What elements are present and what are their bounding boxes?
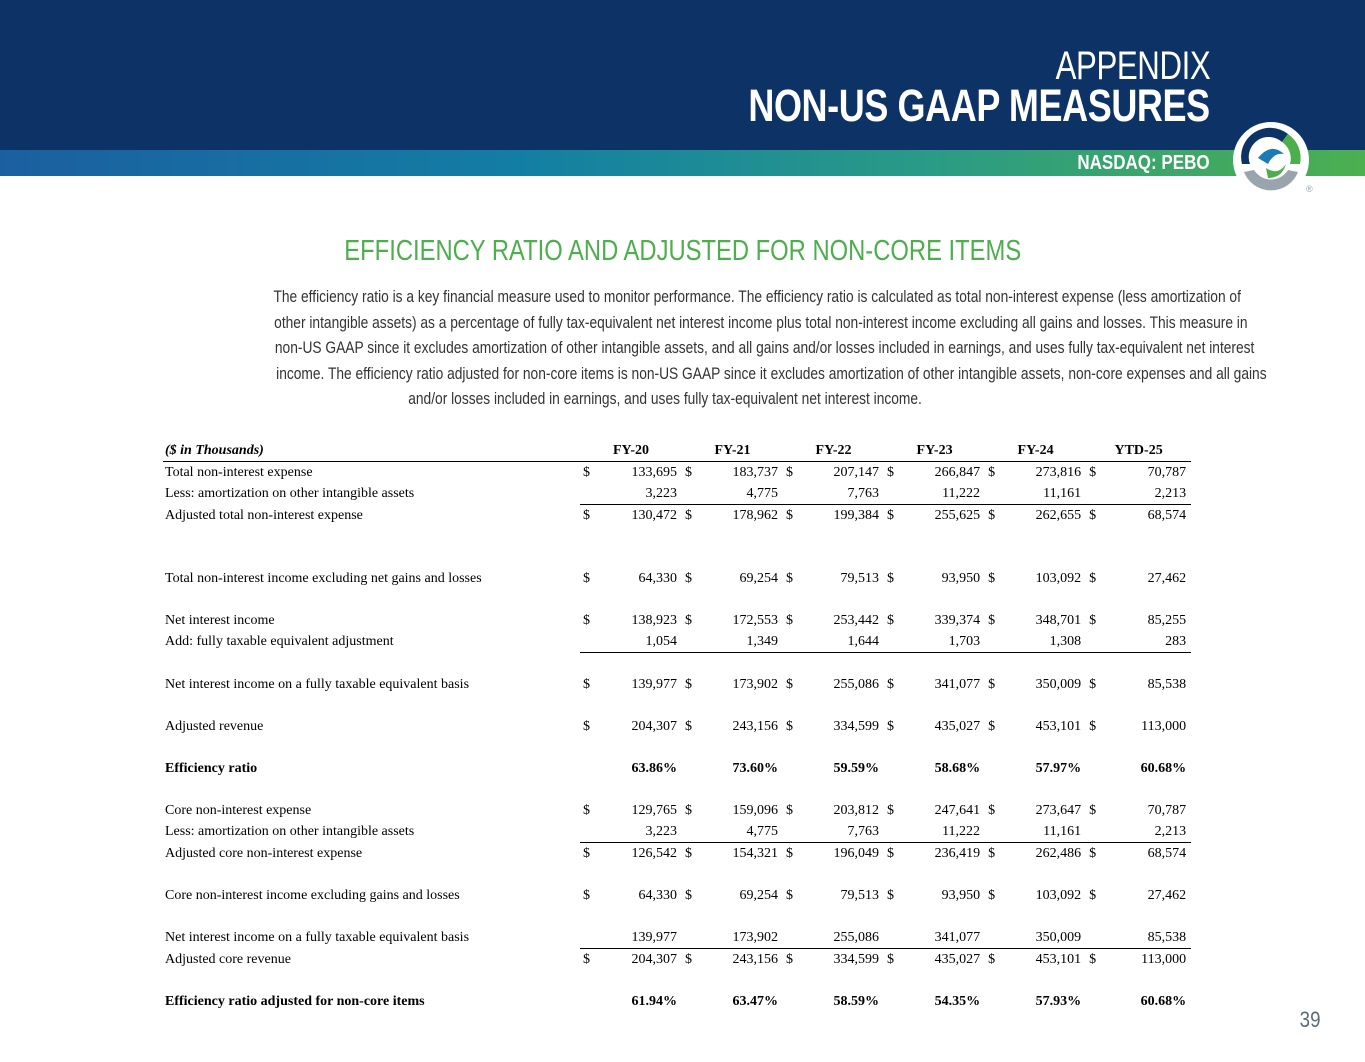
table-cell: 1,703: [900, 631, 985, 653]
currency-symbol: $: [583, 952, 590, 967]
table-cell: 70,787: [1147, 465, 1187, 480]
table-cell: 61.94%: [631, 994, 678, 1009]
currency-symbol: $: [1089, 888, 1097, 903]
row-label: Adjusted total non-interest expense: [165, 507, 363, 523]
table-cell: 133,695: [631, 465, 678, 480]
table-cell: 341,077: [900, 927, 985, 949]
table-cell: 262,486: [1035, 846, 1082, 861]
row-label: Net interest income on a fully taxable equivalent basis: [165, 930, 470, 946]
table-cell: 68,574: [1147, 846, 1187, 861]
currency-symbol: $: [685, 613, 693, 628]
row-label: Adjusted revenue: [165, 719, 264, 734]
table-row: [163, 631, 1191, 653]
currency-symbol: $: [887, 677, 895, 692]
table-cell: 255,625: [934, 508, 981, 523]
table-cell: 138,923: [631, 613, 678, 628]
currency-symbol: $: [786, 508, 794, 523]
table-cell: 334,599: [833, 952, 880, 967]
currency-symbol: $: [786, 677, 794, 692]
currency-symbol: $: [685, 888, 693, 903]
row-label: Adjusted core revenue: [165, 951, 291, 967]
table-cell: 1,349: [698, 631, 783, 653]
table-cell: 243,156: [732, 719, 779, 734]
currency-symbol: $: [786, 846, 794, 861]
currency-symbol: $: [583, 719, 590, 734]
currency-symbol: $: [1089, 613, 1097, 628]
spacer-row: [163, 906, 1191, 927]
currency-symbol: [580, 927, 596, 949]
row-label: Net interest income: [165, 613, 275, 628]
currency-symbol: [682, 927, 698, 949]
table-cell: 79,513: [840, 571, 880, 586]
currency-symbol: [884, 631, 900, 653]
table-cell: 266,847: [934, 465, 981, 480]
currency-symbol: $: [583, 803, 590, 818]
currency-symbol: $: [887, 719, 895, 734]
currency-symbol: $: [988, 508, 996, 523]
title-non-us-gaap: NON-US GAAP MEASURES: [748, 80, 1210, 131]
currency-symbol: $: [685, 571, 693, 586]
table-cell: 283: [1102, 631, 1191, 653]
table-cell: 339,374: [934, 613, 981, 628]
currency-symbol: [985, 758, 1001, 779]
currency-symbol: [580, 631, 596, 653]
spacer-row: [163, 695, 1191, 716]
currency-symbol: $: [988, 803, 996, 818]
column-header: FY-24: [985, 440, 1086, 462]
table-row: [163, 568, 1191, 589]
currency-symbol: $: [988, 465, 996, 480]
currency-symbol: [682, 631, 698, 653]
table-cell: 173,902: [698, 927, 783, 949]
table-cell: 2,213: [1102, 483, 1191, 505]
currency-symbol: $: [685, 508, 693, 523]
currency-symbol: $: [887, 465, 895, 480]
page-number: 39: [1299, 1007, 1320, 1032]
currency-symbol: $: [1089, 952, 1097, 967]
table-cell: 73.60%: [732, 761, 779, 776]
currency-symbol: [682, 991, 698, 1012]
table-row: [163, 821, 1191, 843]
table-cell: 273,816: [1035, 465, 1082, 480]
currency-symbol: $: [1089, 571, 1097, 586]
currency-symbol: [985, 631, 1001, 653]
currency-symbol: $: [786, 803, 794, 818]
currency-symbol: [580, 991, 596, 1012]
table-cell: 334,599: [833, 719, 880, 734]
title-appendix: APPENDIX: [1055, 44, 1210, 88]
table-cell: 1,308: [1001, 631, 1086, 653]
currency-symbol: $: [583, 888, 590, 903]
currency-symbol: $: [887, 846, 895, 861]
table-row: [163, 927, 1191, 949]
table-cell: 129,765: [631, 803, 678, 818]
table-cell: 204,307: [631, 719, 678, 734]
ticker-label: NASDAQ: PEBO: [1077, 152, 1210, 174]
currency-symbol: $: [988, 846, 996, 861]
table-cell: 1,644: [799, 631, 884, 653]
row-label: Less: amortization on other intangible assets: [165, 486, 415, 502]
table-cell: 173,902: [732, 677, 779, 692]
table-cell: 139,977: [631, 677, 678, 692]
table-cell: 435,027: [934, 952, 981, 967]
table-cell: 103,092: [1035, 571, 1082, 586]
table-cell: 4,775: [698, 821, 783, 843]
table-cell: 27,462: [1147, 888, 1187, 903]
table-cell: 54.35%: [934, 994, 981, 1009]
table-cell: 11,161: [1001, 821, 1086, 843]
table-cell: 64,330: [638, 571, 678, 586]
table-cell: 113,000: [1141, 952, 1187, 967]
spacer-row: [163, 737, 1191, 758]
column-header: FY-21: [682, 440, 783, 462]
table-row: [163, 674, 1191, 695]
currency-symbol: [682, 758, 698, 779]
table-row: [163, 843, 1191, 865]
currency-symbol: $: [1089, 719, 1097, 734]
currency-symbol: [1086, 821, 1102, 843]
currency-symbol: [1086, 927, 1102, 949]
column-header: FY-20: [580, 440, 682, 462]
currency-symbol: $: [583, 677, 590, 692]
spacer-row: [163, 526, 1191, 547]
table-row: [163, 758, 1191, 779]
currency-symbol: $: [685, 952, 693, 967]
table-cell: 103,092: [1035, 888, 1082, 903]
currency-symbol: $: [685, 677, 693, 692]
table-cell: 7,763: [799, 483, 884, 505]
currency-symbol: $: [887, 613, 895, 628]
currency-symbol: [783, 927, 799, 949]
currency-symbol: $: [786, 465, 794, 480]
row-label: Total non-interest expense: [165, 465, 313, 480]
currency-symbol: [1086, 631, 1102, 653]
table-body: [163, 462, 1191, 1013]
table-cell: 178,962: [732, 508, 779, 523]
column-header: YTD-25: [1086, 440, 1191, 462]
currency-symbol: $: [583, 846, 590, 861]
currency-symbol: $: [1089, 508, 1097, 523]
spacer-row: [163, 970, 1191, 991]
section-title: EFFICIENCY RATIO AND ADJUSTED FOR NON-CORE ITEMS: [344, 235, 1021, 267]
table-cell: 85,538: [1102, 927, 1191, 949]
table-cell: 79,513: [840, 888, 880, 903]
row-label: Adjusted core non-interest expense: [165, 845, 363, 861]
currency-symbol: [985, 991, 1001, 1012]
currency-symbol: [884, 927, 900, 949]
currency-symbol: $: [988, 571, 996, 586]
currency-symbol: [985, 483, 1001, 505]
table-cell: 3,223: [596, 821, 682, 843]
table-row: [163, 991, 1191, 1012]
currency-symbol: [783, 821, 799, 843]
table-cell: 139,977: [596, 927, 682, 949]
table-cell: 113,000: [1141, 719, 1187, 734]
table-cell: 11,161: [1001, 483, 1086, 505]
table-cell: 93,950: [941, 571, 981, 586]
table-cell: 196,049: [833, 846, 880, 861]
currency-symbol: $: [1089, 465, 1097, 480]
table-header-row: [163, 440, 1191, 462]
table-cell: 4,775: [698, 483, 783, 505]
currency-symbol: $: [1089, 803, 1097, 818]
row-label: Core non-interest income excluding gains and losses: [165, 888, 460, 903]
currency-symbol: $: [685, 803, 693, 818]
currency-symbol: $: [583, 613, 590, 628]
currency-symbol: [580, 483, 596, 505]
table-row: [163, 462, 1191, 484]
currency-symbol: $: [685, 465, 693, 480]
table-cell: 262,655: [1035, 508, 1082, 523]
row-label: Efficiency ratio adjusted for non-core items: [165, 994, 425, 1009]
currency-symbol: $: [583, 571, 590, 586]
currency-symbol: $: [887, 571, 895, 586]
table-cell: 57.97%: [1035, 761, 1082, 776]
column-header: FY-22: [783, 440, 884, 462]
table-cell: 453,101: [1035, 719, 1082, 734]
peoples-bancorp-logo-icon: [1228, 120, 1314, 200]
currency-symbol: $: [685, 846, 693, 861]
table-row: [163, 610, 1191, 631]
table-cell: 154,321: [732, 846, 779, 861]
table-cell: 7,763: [799, 821, 884, 843]
table-row: [163, 716, 1191, 737]
table-cell: 255,086: [833, 677, 880, 692]
currency-symbol: $: [786, 613, 794, 628]
table-cell: 183,737: [732, 465, 779, 480]
table-cell: 453,101: [1035, 952, 1082, 967]
table-cell: 63.47%: [732, 994, 779, 1009]
currency-symbol: $: [887, 803, 895, 818]
spacer-row: [163, 589, 1191, 610]
row-label: Less: amortization on other intangible assets: [165, 824, 415, 840]
currency-symbol: [985, 927, 1001, 949]
description-line: The efficiency ratio is a key financial measure used to monitor performance. The efficiency ratio is calculated as total non-interest expense (less amortization of: [273, 287, 1241, 306]
currency-symbol: [884, 758, 900, 779]
currency-symbol: [580, 758, 596, 779]
currency-symbol: [580, 821, 596, 843]
currency-symbol: [783, 483, 799, 505]
table-cell: 58.59%: [833, 994, 880, 1009]
currency-symbol: $: [988, 952, 996, 967]
spacer-row: [163, 779, 1191, 800]
table-cell: 207,147: [833, 465, 880, 480]
currency-symbol: $: [887, 888, 895, 903]
table-cell: 350,009: [1001, 927, 1086, 949]
table-cell: 85,538: [1147, 677, 1187, 692]
table-cell: 60.68%: [1140, 994, 1187, 1009]
currency-symbol: $: [786, 719, 794, 734]
currency-symbol: $: [988, 719, 996, 734]
table-cell: 199,384: [833, 508, 880, 523]
efficiency-ratio-table: [163, 440, 1191, 1012]
row-label: Net interest income on a fully taxable equivalent basis: [165, 677, 470, 692]
table-cell: 243,156: [732, 952, 779, 967]
units-label: ($ in Thousands): [163, 440, 580, 462]
table-cell: 11,222: [900, 483, 985, 505]
spacer-row: [163, 864, 1191, 885]
table-cell: 159,096: [732, 803, 779, 818]
currency-symbol: [1086, 758, 1102, 779]
currency-symbol: $: [988, 677, 996, 692]
table-cell: 58.68%: [934, 761, 981, 776]
currency-symbol: $: [988, 888, 996, 903]
description-line: income. The efficiency ratio adjusted for non-core items is non-US GAAP since it excludes amortization of other intangible assets, non-core expenses and all gains: [276, 363, 1267, 383]
table-cell: 435,027: [934, 719, 981, 734]
table-row: [163, 505, 1191, 527]
table-cell: 63.86%: [631, 761, 678, 776]
table-cell: 60.68%: [1140, 761, 1187, 776]
table-cell: 273,647: [1035, 803, 1082, 818]
currency-symbol: $: [786, 571, 794, 586]
currency-symbol: [682, 483, 698, 505]
table-cell: 68,574: [1147, 508, 1187, 523]
table-cell: 3,223: [596, 483, 682, 505]
currency-symbol: [783, 631, 799, 653]
currency-symbol: $: [786, 952, 794, 967]
description-line: and/or losses included in earnings, and uses fully tax-equivalent net interest income.: [408, 389, 922, 408]
currency-symbol: [884, 483, 900, 505]
currency-symbol: $: [887, 952, 895, 967]
currency-symbol: $: [1089, 677, 1097, 692]
table-cell: 350,009: [1035, 677, 1082, 692]
table-cell: 57.93%: [1035, 994, 1082, 1009]
currency-symbol: [884, 991, 900, 1012]
table-cell: 64,330: [638, 888, 678, 903]
table-cell: 69,254: [739, 571, 779, 586]
description-line: non-US GAAP since it excludes amortization of other intangible assets, and all gains and/or losses included in earnings, and uses fully tax-equivalent net interest: [274, 338, 1255, 357]
description-line: other intangible assets) as a percentage of fully tax-equivalent net interest income plus total non-interest income excluding all gains and losses. This measure in: [274, 312, 1248, 332]
currency-symbol: $: [685, 719, 693, 734]
table-cell: 130,472: [631, 508, 678, 523]
table-cell: 93,950: [941, 888, 981, 903]
table-cell: 341,077: [934, 677, 981, 692]
currency-symbol: $: [583, 508, 590, 523]
table-cell: 172,553: [732, 613, 779, 628]
table-cell: 59.59%: [833, 761, 880, 776]
table-cell: 348,701: [1035, 613, 1082, 628]
table-cell: 126,542: [631, 846, 678, 861]
table-cell: 27,462: [1147, 571, 1187, 586]
table-row: [163, 800, 1191, 821]
table-cell: 69,254: [739, 888, 779, 903]
table-cell: 85,255: [1147, 613, 1187, 628]
currency-symbol: [1086, 991, 1102, 1012]
currency-symbol: [783, 758, 799, 779]
row-label: Add: fully taxable equivalent adjustment: [165, 634, 394, 650]
row-label: Core non-interest expense: [165, 803, 312, 818]
table-cell: 247,641: [934, 803, 981, 818]
currency-symbol: $: [988, 613, 996, 628]
description-paragraph: [160, 284, 1267, 412]
currency-symbol: [985, 821, 1001, 843]
currency-symbol: $: [786, 888, 794, 903]
column-header: FY-23: [884, 440, 985, 462]
table-cell: 204,307: [631, 952, 678, 967]
currency-symbol: $: [887, 508, 895, 523]
table-row: [163, 885, 1191, 906]
currency-symbol: $: [583, 465, 590, 480]
currency-symbol: $: [1089, 846, 1097, 861]
table-cell: 70,787: [1147, 803, 1187, 818]
trademark-symbol: ®: [1306, 184, 1313, 194]
table-cell: 1,054: [596, 631, 682, 653]
table-row: [163, 949, 1191, 971]
currency-symbol: [1086, 483, 1102, 505]
table-cell: 2,213: [1102, 821, 1191, 843]
table-cell: 255,086: [799, 927, 884, 949]
table-cell: 11,222: [900, 821, 985, 843]
table-cell: 236,419: [934, 846, 981, 861]
table-row: [163, 483, 1191, 505]
currency-symbol: [884, 821, 900, 843]
row-label: Efficiency ratio: [165, 761, 258, 776]
row-label: Total non-interest income excluding net gains and losses: [165, 571, 482, 586]
table-cell: 203,812: [833, 803, 880, 818]
currency-symbol: [682, 821, 698, 843]
currency-symbol: [783, 991, 799, 1012]
spacer-row: [163, 547, 1191, 568]
spacer-row: [163, 653, 1191, 675]
table-cell: 253,442: [833, 613, 880, 628]
